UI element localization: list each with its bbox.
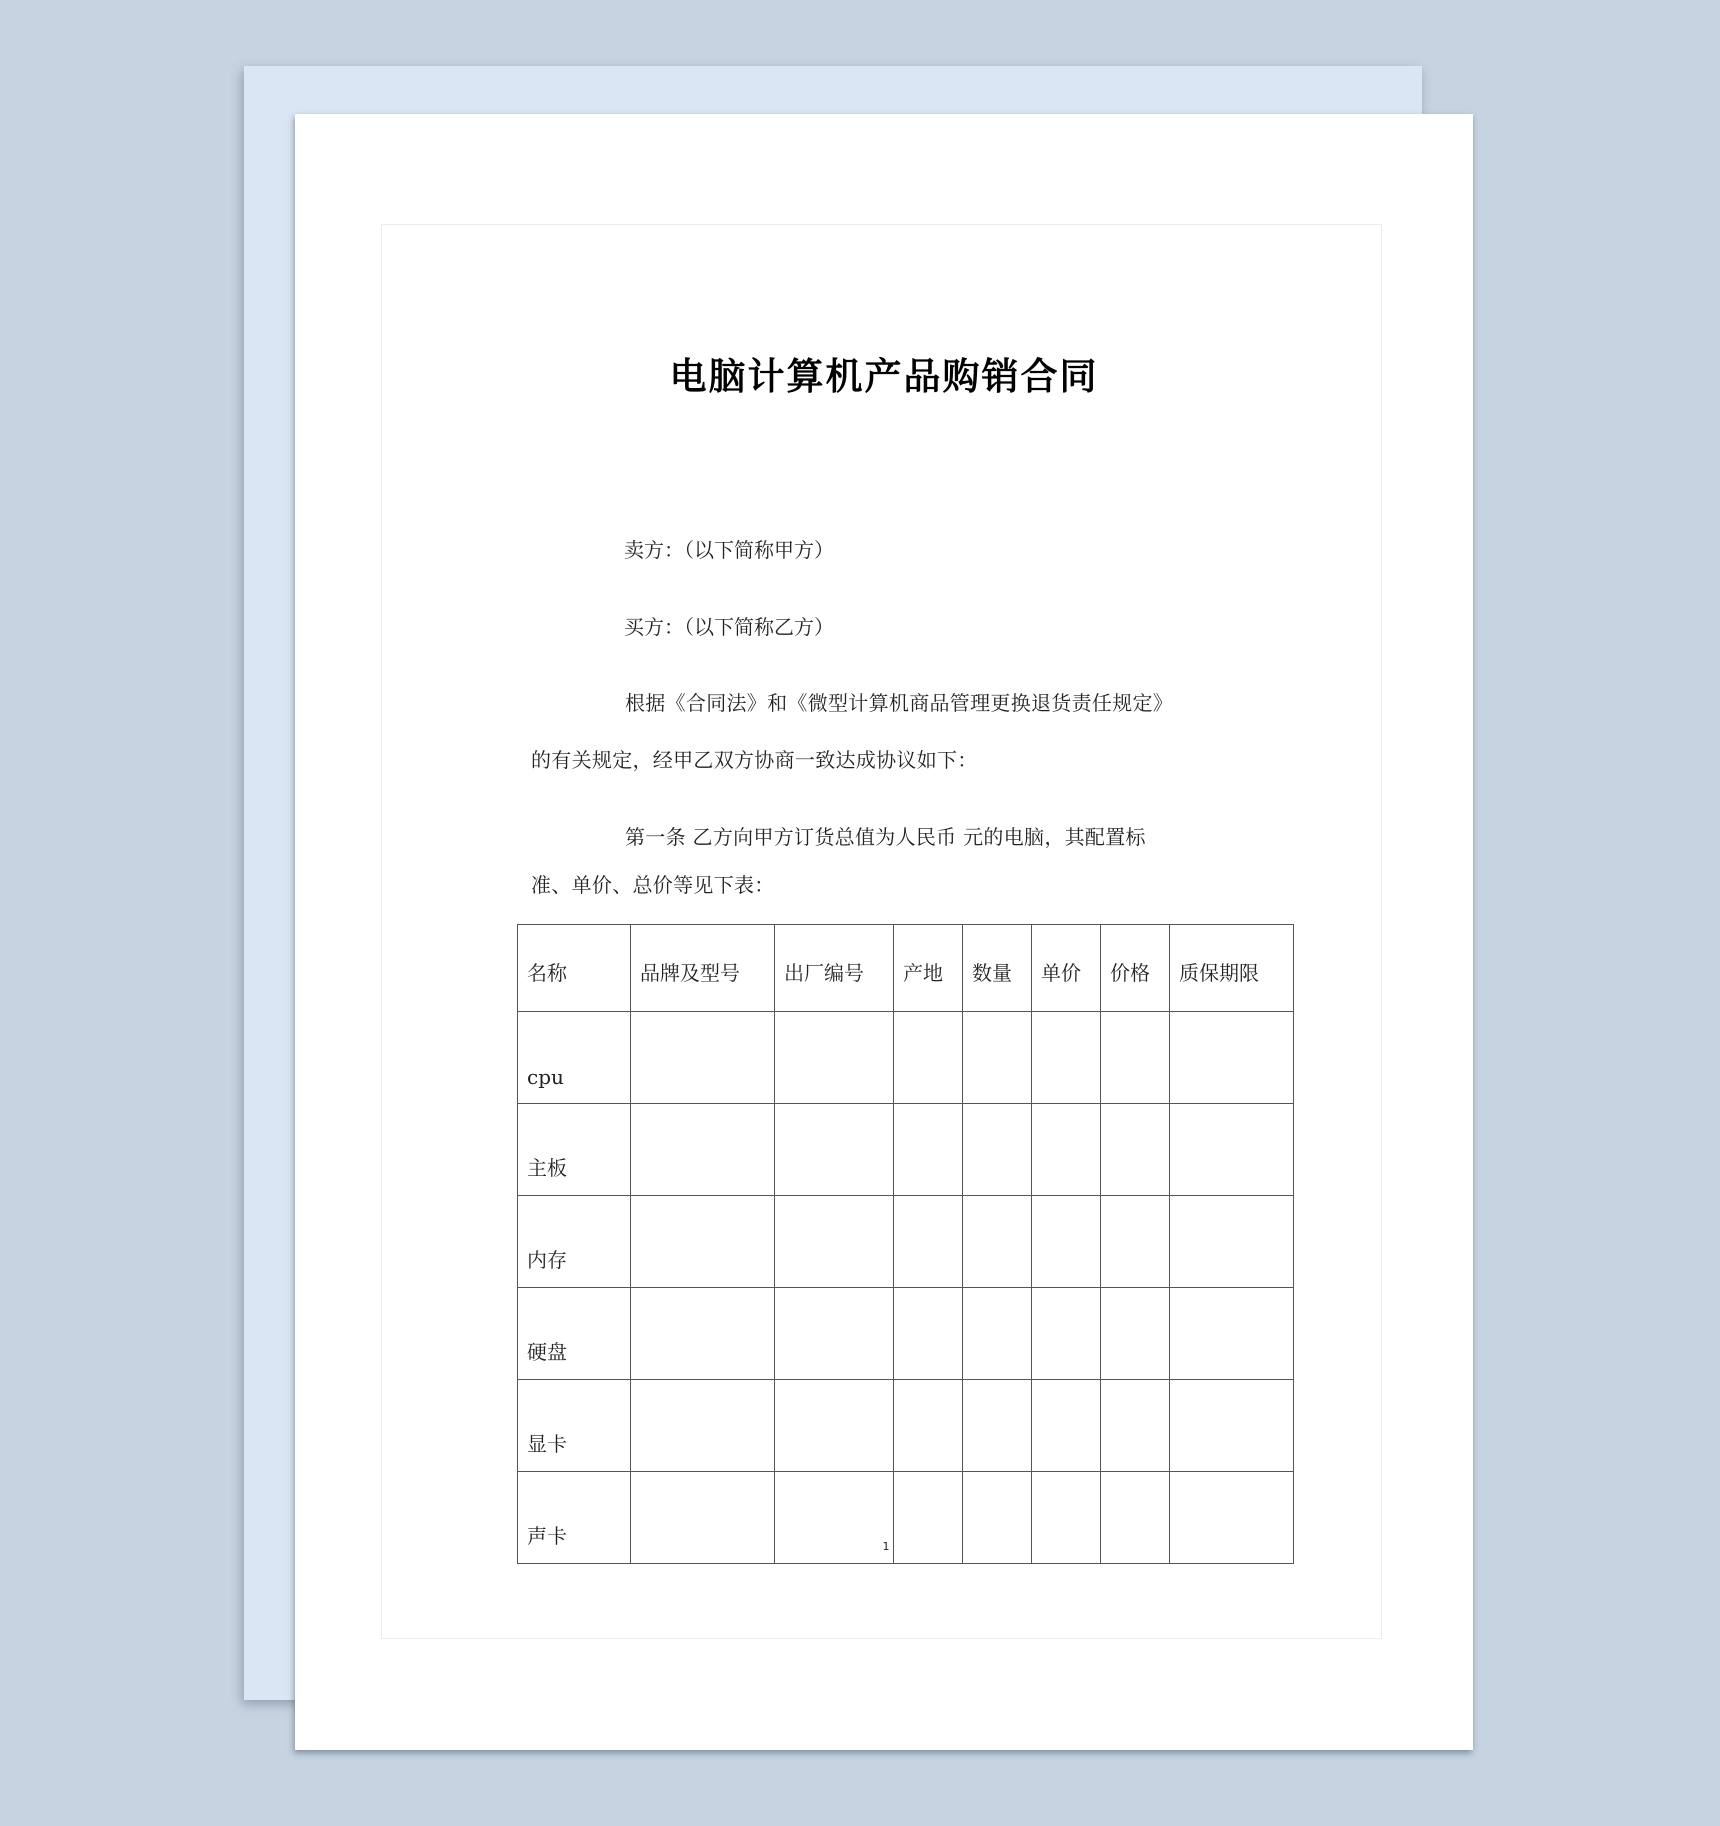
cell-origin bbox=[894, 1380, 963, 1472]
cell-unit-price bbox=[1032, 1380, 1101, 1472]
page-number bbox=[295, 1540, 1473, 1553]
header-name: 名称 bbox=[518, 925, 631, 1012]
cell-component: 硬盘 bbox=[518, 1288, 631, 1380]
cell-serial-number bbox=[775, 1012, 894, 1104]
cell-component: 内存 bbox=[518, 1196, 631, 1288]
header-origin: 产地 bbox=[894, 925, 963, 1012]
cell-unit-price bbox=[1032, 1196, 1101, 1288]
table-header-row bbox=[518, 925, 1294, 1012]
cell-serial-number bbox=[775, 1380, 894, 1472]
cell-unit-price bbox=[1032, 1104, 1101, 1196]
cell-warranty bbox=[1170, 1104, 1294, 1196]
article-1-line-2: 准、单价、总价等见下表： bbox=[531, 873, 775, 897]
cell-quantity bbox=[963, 1104, 1032, 1196]
cell-serial-number bbox=[775, 1288, 894, 1380]
table-row bbox=[518, 1288, 1294, 1380]
cell-component: 声卡 bbox=[518, 1472, 631, 1564]
basis-paragraph-line-1: 根据《合同法》和《微型计算机商品管理更换退货责任规定》 bbox=[625, 691, 1174, 715]
cell-component: cpu bbox=[518, 1012, 631, 1104]
cell-brand-model bbox=[631, 1288, 775, 1380]
cell-component: 显卡 bbox=[518, 1380, 631, 1472]
cell-origin bbox=[894, 1012, 963, 1104]
cell-quantity bbox=[963, 1012, 1032, 1104]
cell-origin bbox=[894, 1104, 963, 1196]
cell-price bbox=[1101, 1196, 1170, 1288]
cell-warranty bbox=[1170, 1196, 1294, 1288]
product-spec-table bbox=[517, 924, 1294, 1564]
cell-origin bbox=[894, 1288, 963, 1380]
table-row bbox=[518, 1012, 1294, 1104]
cell-warranty bbox=[1170, 1288, 1294, 1380]
seller-line: 卖方：（以下简称甲方） bbox=[624, 538, 834, 562]
cell-serial-number bbox=[775, 1104, 894, 1196]
cell-quantity bbox=[963, 1380, 1032, 1472]
cell-serial-number bbox=[775, 1196, 894, 1288]
cell-unit-price bbox=[1032, 1012, 1101, 1104]
article-1-line-1: 第一条 乙方向甲方订货总值为人民币 元的电脑，其配置标 bbox=[625, 825, 1146, 849]
buyer-line: 买方：（以下简称乙方） bbox=[624, 615, 834, 639]
basis-paragraph-line-2: 的有关规定，经甲乙双方协商一致达成协议如下： bbox=[531, 748, 978, 772]
cell-price bbox=[1101, 1288, 1170, 1380]
document-title: 电脑计算机产品购销合同 bbox=[669, 355, 1099, 398]
cell-unit-price bbox=[1032, 1288, 1101, 1380]
cell-quantity bbox=[963, 1196, 1032, 1288]
cell-origin bbox=[894, 1196, 963, 1288]
page-number-value: 1 bbox=[882, 1540, 890, 1553]
cell-brand-model bbox=[631, 1380, 775, 1472]
header-warranty: 质保期限 bbox=[1170, 925, 1294, 1012]
document-page bbox=[295, 114, 1473, 1750]
cell-price bbox=[1101, 1012, 1170, 1104]
cell-price bbox=[1101, 1380, 1170, 1472]
cell-quantity bbox=[963, 1288, 1032, 1380]
table-row bbox=[518, 1104, 1294, 1196]
header-quantity: 数量 bbox=[963, 925, 1032, 1012]
header-brand-model: 品牌及型号 bbox=[631, 925, 775, 1012]
table-row bbox=[518, 1380, 1294, 1472]
header-price: 价格 bbox=[1101, 925, 1170, 1012]
cell-brand-model bbox=[631, 1196, 775, 1288]
header-unit-price: 单价 bbox=[1032, 925, 1101, 1012]
header-serial-number: 出厂编号 bbox=[775, 925, 894, 1012]
cell-price bbox=[1101, 1104, 1170, 1196]
cell-brand-model bbox=[631, 1012, 775, 1104]
cell-warranty bbox=[1170, 1012, 1294, 1104]
cell-warranty bbox=[1170, 1380, 1294, 1472]
cell-brand-model bbox=[631, 1104, 775, 1196]
table-row bbox=[518, 1196, 1294, 1288]
cell-component: 主板 bbox=[518, 1104, 631, 1196]
